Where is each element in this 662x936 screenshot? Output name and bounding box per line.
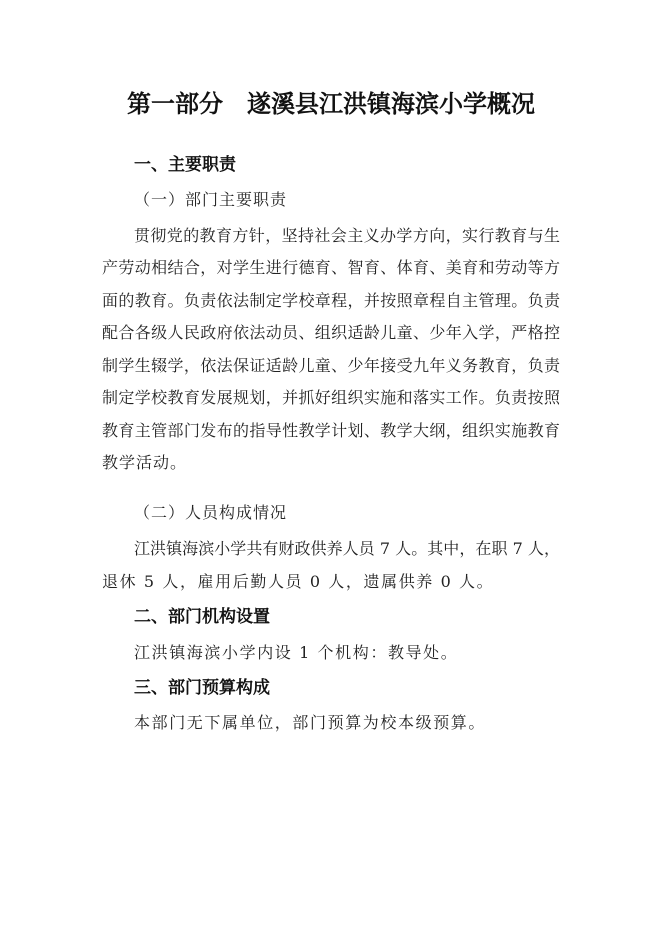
paragraph-line: 教育主管部门发布的指导性教学计划、教学大纲，组织实施教育 — [102, 421, 560, 440]
section-heading-budget: 三、部门预算构成 — [134, 678, 270, 698]
subheading-department-duties: （一）部门主要职责 — [134, 190, 288, 209]
budget-text: 本部门无下属单位，部门预算为校本级预算。 — [134, 713, 487, 732]
paragraph-line: 江洪镇海滨小学共有财政供养人员 7 人。其中，在职 7 人， — [134, 539, 560, 558]
paragraph-line: 面的教育。负责依法制定学校章程，并按照章程自主管理。负责 — [102, 291, 560, 310]
section-heading-main-duties: 一、主要职责 — [134, 155, 236, 175]
organization-text: 江洪镇海滨小学内设 1 个机构：教导处。 — [134, 643, 459, 662]
paragraph-line: 产劳动相结合，对学生进行德育、智育、体育、美育和劳动等方 — [102, 258, 560, 277]
paragraph-line: 退休 5 人，雇用后勤人员 0 人，遗属供养 0 人。 — [102, 572, 495, 591]
paragraph-line: 贯彻党的教育方针，坚持社会主义办学方向，实行教育与生 — [134, 226, 560, 245]
paragraph-line: 制定学校教育发展规划，并抓好组织实施和落实工作。负责按照 — [102, 388, 560, 407]
paragraph-line: 教学活动。 — [102, 453, 188, 472]
page-title: 第一部分 遂溪县江洪镇海滨小学概况 — [127, 90, 535, 118]
subheading-staff-composition: （二）人员构成情况 — [134, 503, 288, 522]
paragraph-line: 配合各级人民政府依法动员、组织适龄儿童、少年入学，严格控 — [102, 323, 560, 342]
paragraph-line: 制学生辍学，依法保证适龄儿童、少年接受九年义务教育，负责 — [102, 356, 560, 375]
section-heading-organization: 二、部门机构设置 — [134, 607, 270, 627]
